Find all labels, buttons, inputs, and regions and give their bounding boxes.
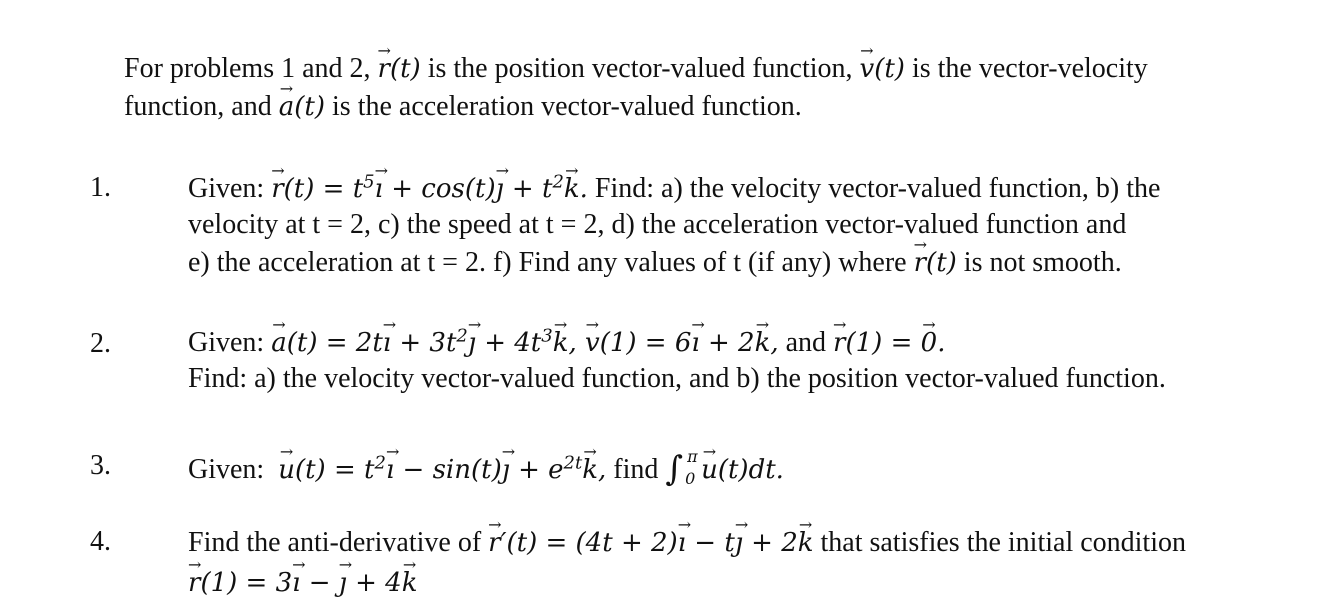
label-given: Given:: [188, 327, 265, 358]
intro-text: For problems 1 and 2,: [124, 53, 371, 84]
math-expression: $r \to(t) = t^5ı$ → + cos(t)ȷ → + $t^2k$ →.: [271, 174, 588, 204]
problem-number: 1.: [90, 172, 111, 203]
problem-1-line-2: [188, 208, 1126, 242]
intro-line-1: [124, 52, 1148, 86]
problem-number: 3.: [90, 450, 111, 481]
math-a-of-t: a →(t): [279, 92, 325, 122]
math-expression: r →(1) = 0 →.: [833, 328, 945, 358]
integral-expression: ∫ π 0 u →(t)dt.: [665, 455, 784, 485]
problem-number: 4.: [90, 526, 111, 557]
problem-text: Find the anti-derivative of: [188, 527, 482, 558]
label-given: Given:: [188, 173, 265, 204]
problem-number: 2.: [90, 328, 111, 359]
math-expression: $u \to(t) = t^2ı$ → − sin(t)ȷ → + $e^{2t}k$ →,: [278, 455, 606, 485]
math-expression: r →(1) = 3ı → − ȷ → + 4k →: [188, 568, 417, 598]
problem-1-line-1: [188, 172, 1160, 206]
math-r-of-t: r →(t): [914, 248, 957, 278]
problem-4-line-2: [188, 566, 417, 600]
problem-text: Find: a) the velocity vector-valued function, and b) the position vector-valued function.: [188, 363, 1166, 394]
problem-text: find: [613, 454, 659, 485]
problem-text: and: [785, 327, 827, 358]
problem-text: e) the acceleration at t = 2. f) Find any values of t (if any) where: [188, 247, 907, 278]
label-given: Given:: [188, 454, 265, 485]
problem-4-line-1: [188, 526, 1186, 560]
problem-text: that satisfies the initial condition: [820, 527, 1186, 558]
math-v-of-t: v →(t): [860, 54, 905, 84]
intro-text: is the position vector-valued function,: [427, 53, 853, 84]
intro-text: function, and: [124, 91, 272, 122]
math-r-of-t: r →(t): [378, 54, 421, 84]
problem-2-line-1: [188, 326, 945, 360]
intro-text: is the vector-velocity: [911, 53, 1148, 84]
problem-3-line-1: [188, 447, 784, 489]
problem-1-line-3: [188, 246, 1122, 280]
problem-2-line-2: [188, 362, 1166, 396]
math-expression: a →(t) = 2tı → + $3t^2ȷ$ → + $4t^3k$ →, v →(1) = 6ı → + 2k →,: [271, 328, 778, 358]
intro-text: is the acceleration vector-valued function.: [332, 91, 802, 122]
problem-text: Find: a) the velocity vector-valued function, b) the: [594, 173, 1161, 204]
math-expression: r →′(t) = (4t + 2)ı → − tȷ → + 2k →: [488, 528, 813, 558]
intro-line-2: [124, 90, 802, 124]
problem-text: velocity at t = 2, c) the speed at t = 2, d) the acceleration vector-valued function and: [188, 209, 1127, 240]
problem-text: is not smooth.: [963, 247, 1122, 278]
